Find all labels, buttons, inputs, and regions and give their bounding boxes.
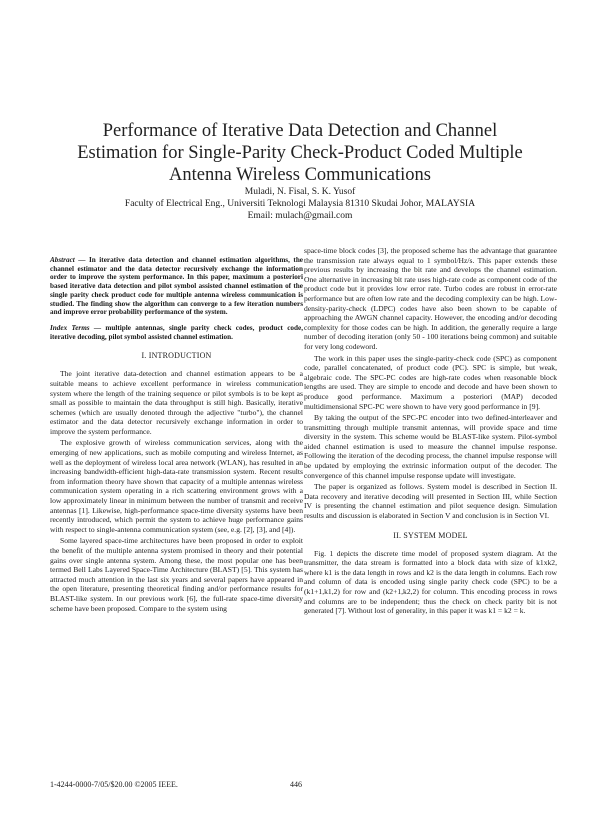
right-column (304, 246, 557, 618)
index-terms-label: Index Terms (50, 323, 90, 332)
title-line-1: Performance of Iterative Data Detection and Channel (102, 121, 498, 141)
left-column (50, 256, 303, 615)
title-line-3: Antenna Wireless Communications (169, 165, 431, 185)
page-number: 446 (290, 780, 302, 789)
author-block (60, 186, 540, 222)
paper-title (60, 120, 540, 186)
index-terms-text: multiple antennas, single parity check codes, product code, iterative decoding, pilot symbol assisted channel estimation. (50, 323, 303, 341)
section-heading-system-model: II. SYSTEM MODEL (393, 530, 468, 540)
abstract-text: In iterative data detection and channel estimation algorithms, the channel estimator and the data detector recursively exchange the information order to improve the system performance. In this paper, maximum a posteriori based iterative data detection and pilot symbol assisted channel estimation of the single parity check product code for multiple antenna wireless communication is studied. The finding show the algorithm can converge to a few iteration numbers and improve error probability performance of the system. (50, 256, 304, 317)
intro-paragraph-3: Some layered space-time architectures have been proposed in order to exploit the benefit of the multiple antenna system promised in theory and their potential gains over single antenna system. Among these, the most popular one has been termed Bell Labs Layered Space-Time Architecture (BLAST) [5]. This system has attracted much attention in the last six years and several papers have appeared in the open literature, presenting theoretical finding and/or performance results for BLAST-like system. In our previous work [6], the full-rate space-time diversity scheme have been proposed. Compare to the system using (50, 536, 303, 613)
author-email: Email: mulach@gmail.com (247, 211, 353, 221)
author-names: Muladi, N. Fisal, S. K. Yusof (244, 187, 356, 197)
intro-paragraph-4: space-time block codes [3], the proposed scheme has the advantage that guarantee the transmission rate always equal to 1 symbol/Hz/s. This paper extends these previous results by increasing the bit rate and develops the channel estimation. One alternative in increasing bit rate uses high-rate code as component code of the product code but it provides low error rate. Turbo codes are robust in error-rate performance but are often low rate and the decoding complexity can be high. Low-density-parity-check (LDPC) codes have also been shown to be capable of approaching the AWGN channel capacity. However, the encoding and/or decoding complexity for those codes can be high. In addition, the generally require a large number of decoding iteration (only 50 - 100 iterations being common) and suitable for very long codeword. (304, 246, 557, 351)
title-line-2: Estimation for Single-Parity Check-Product Coded Multiple (77, 143, 523, 163)
intro-paragraph-7: The paper is organized as follows. System model is described in Section II. Data recovery and iterative decoding will presented in Section III, while Section IV is presenting the channel estimation and pilot sequence design. Simulation results and discussion is elaborated in Section V and conclusion is in Section VI. (304, 482, 557, 521)
intro-paragraph-1: The joint iterative data-detection and channel estimation appears to be a suitable means to achieve excellent performance in wireless communication system where the length of the training sequence or pilot symbols is to be kept as small as possible to maintain the data throughput is still high. Basically, iterative schemes (which are usually denoted through the adjective "turbo"), the channel estimator and the data detector recursively exchange information in order to improve the system performance. (50, 369, 303, 436)
intro-paragraph-6: By taking the output of the SPC-PC encoder into two defined-interleaver and transmitting through multiple transmit antennas, will provide space and time diversity in the system. This scheme would be BLAST-like system. Pilot-symbol aided channel estimation is used to measure the channel impulse response. Following the iteration of the decoding process, the channel impulse response will be updated by employing the extrinsic information output of the decoder. The convergence of this channel impulse response update will investigate. (304, 413, 557, 480)
abstract: Abstract — In iterative data detection and channel estimation algorithms, the channel estimator and the data detector recursively exchange the information order to improve the system performance. In this paper, maximum a posteriori based iterative data detection and pilot symbol assisted channel estimation of the single parity check product code for multiple antenna wireless communication is studied. The finding show the algorithm can converge to a few iteration numbers and improve error probability performance of the system. (50, 256, 304, 317)
system-model-paragraph-1: Fig. 1 depicts the discrete time model of proposed system diagram. At the transmitter, the data stream is formatted into a block data with size of k1xk2, where k1 is the data length in rows and k2 is the data length in columns. Each row and column of data is encoded using single parity check code (SPC) to be a (k1+1,k1,2) for row and (k2+1,k2,2) for column. This encoding process in rows and columns are to be independent; thus the check on check parity bit is not generated [7]. Without lost of generality, in this paper it was k1 = k2 = k. (304, 548, 557, 616)
author-affiliation: Faculty of Electrical Eng., Universiti Teknologi Malaysia 81310 Skudai Johor, MALAYSIA (124, 199, 476, 209)
section-heading-introduction: I. INTRODUCTION (141, 351, 212, 361)
intro-paragraph-5: The work in this paper uses the single-parity-check code (SPC) as component code, parallel concatenated, of product code (PC). SPC is simple, but weak, algebraic code. The SPC-PC codes are high-rate codes when reasonable block lengths are used. They are simple to encode and decode and have been shown to produce good performance. Maximum a posteriori (MAP) decoded multidimensional SPC-PC were shown to have very good performance in [9]. (304, 353, 557, 411)
copyright-notice: 1-4244-0000-7/05/$20.00 ©2005 IEEE. (50, 780, 178, 789)
intro-paragraph-2: The explosive growth of wireless communication services, along with the emerging of new applications, such as mobile computing and wireless Internet, as well as the deployment of wireless local area network (WLAN), has resulted in an increasing bandwidth-efficient high-data-rate transmission system. Recent results from information theory have shown that capacity of a multiple antennas wireless communication system operating in a rich scattering environment grows with a low approximately linear in minimum between the number of transmit and receive antennas [1]. Likewise, high-performance space-time diversity systems have been recently introduced, which permit the system to achieve huge performance gains with respect to single-antenna communication system (see, e.g. [2], [3], and [4]). (50, 438, 303, 534)
abstract-label: Abstract (50, 256, 75, 264)
index-terms: Index Terms — multiple antennas, single parity check codes, product code, iterative decoding, pilot symbol assisted channel estimation. (50, 323, 303, 341)
